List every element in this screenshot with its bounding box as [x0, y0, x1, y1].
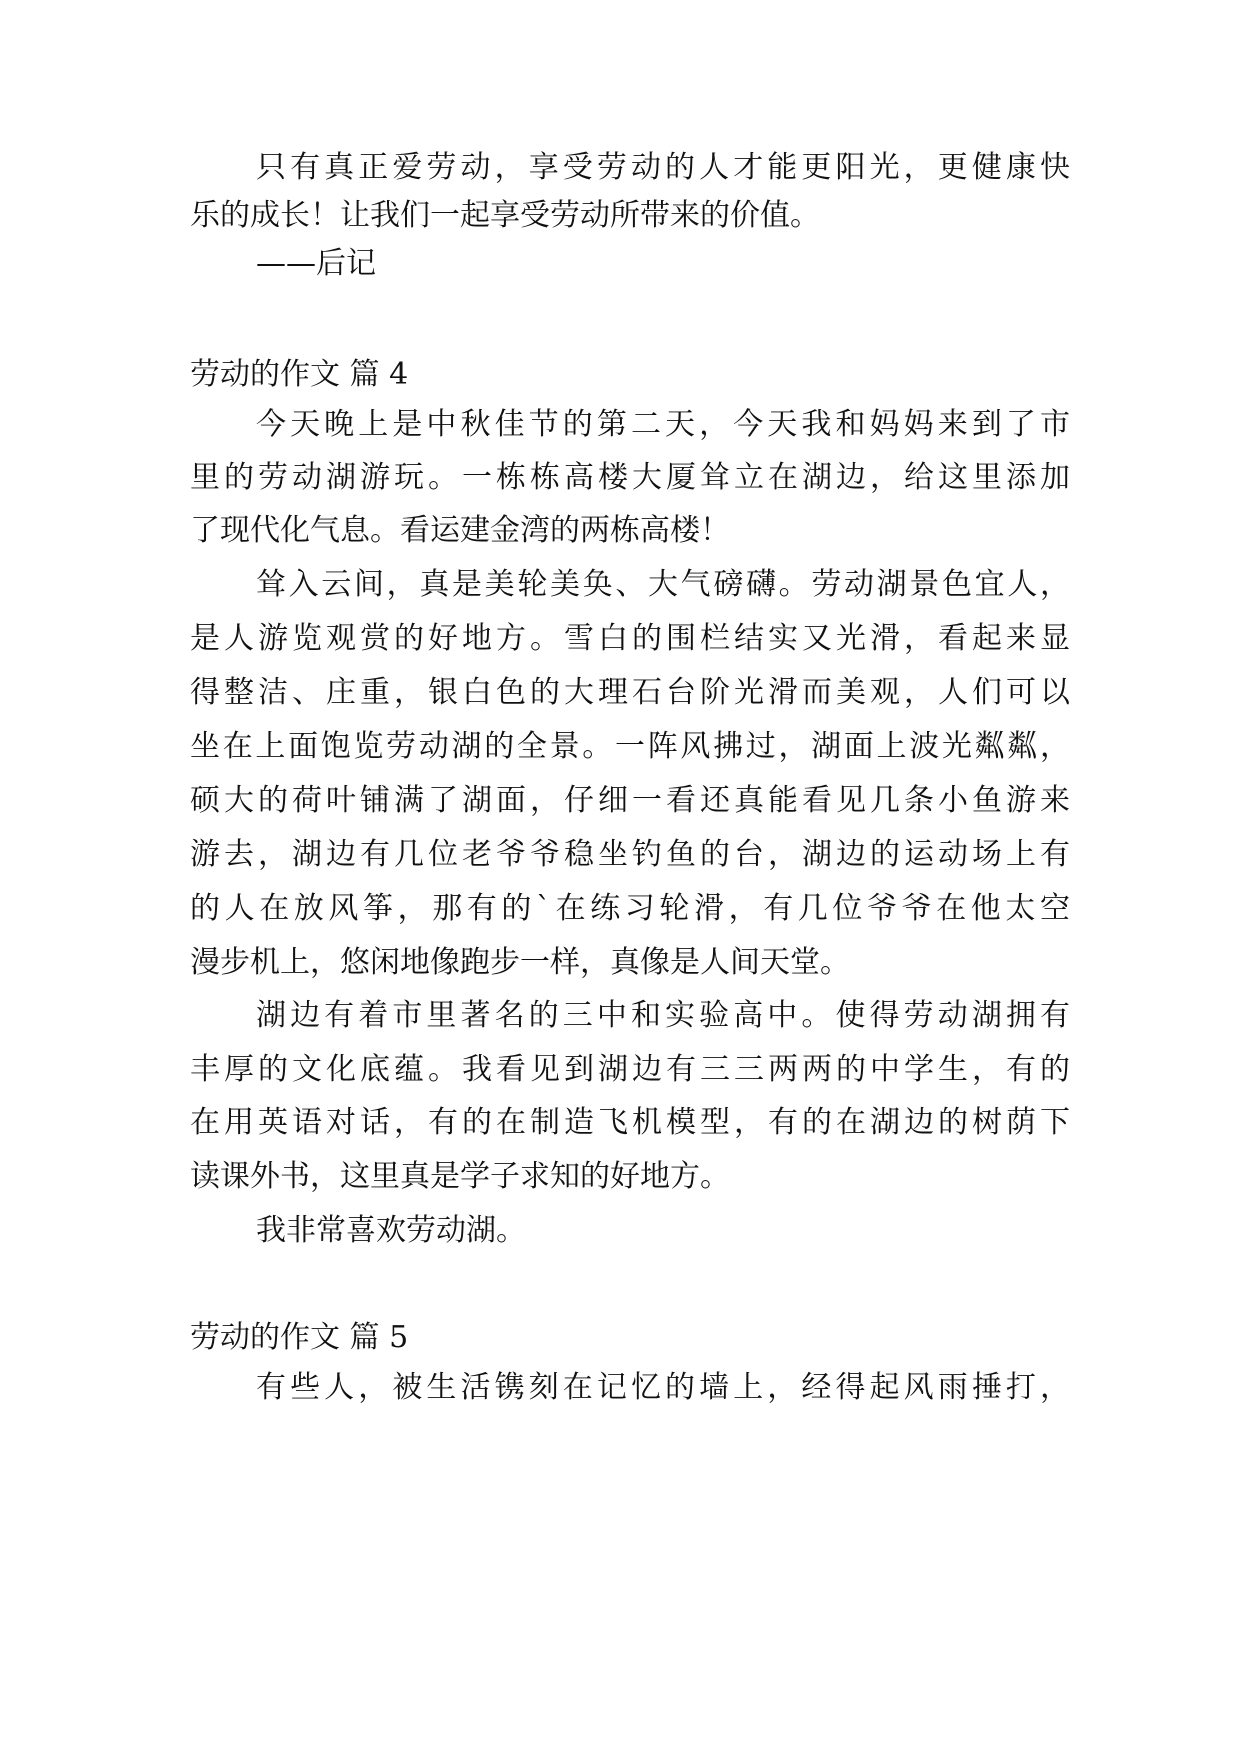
body-text-line: 坐在上面饱览劳动湖的全景。一阵风拂过，湖面上波光粼粼，: [190, 729, 1070, 764]
body-text-line: 读课外书，这里真是学子求知的好地方。: [190, 1159, 730, 1194]
body-text-line: 耸入云间，真是美轮美奂、大气磅礴。劳动湖景色宜人，: [256, 567, 1070, 602]
body-text-line: 湖边有着市里著名的三中和实验高中。使得劳动湖拥有: [256, 998, 1070, 1033]
body-text-line: 游去，湖边有几位老爷爷稳坐钓鱼的台，湖边的运动场上有: [190, 837, 1070, 872]
afterword-text: ——后记: [256, 246, 376, 281]
body-text-line: 只有真正爱劳动，享受劳动的人才能更阳光，更健康快: [256, 150, 1070, 185]
body-text-line: 得整洁、庄重，银白色的大理石台阶光滑而美观，人们可以: [190, 675, 1070, 710]
section-title: 劳动的作文 篇 5: [190, 1320, 409, 1355]
body-text-line: 有些人，被生活镌刻在记忆的墙上，经得起风雨捶打，: [256, 1370, 1070, 1405]
body-text-line: 我非常喜欢劳动湖。: [256, 1213, 526, 1248]
body-text-line: 在用英语对话，有的在制造飞机模型，有的在湖边的树荫下: [190, 1105, 1070, 1140]
body-text-line: 丰厚的文化底蕴。我看见到湖边有三三两两的中学生，有的: [190, 1052, 1070, 1087]
body-text-line: 了现代化气息。看运建金湾的两栋高楼！: [190, 513, 730, 548]
body-text-line: 里的劳动湖游玩。一栋栋高楼大厦耸立在湖边，给这里添加: [190, 460, 1070, 495]
body-text-line: 的人在放风筝，那有的`在练习轮滑，有几位爷爷在他太空: [190, 891, 1070, 926]
body-text-line: 漫步机上，悠闲地像跑步一样，真像是人间天堂。: [190, 945, 850, 980]
body-text-line: 今天晚上是中秋佳节的第二天，今天我和妈妈来到了市: [256, 407, 1070, 442]
body-text-line: 乐的成长！让我们一起享受劳动所带来的价值。: [190, 198, 820, 233]
body-text-line: 硕大的荷叶铺满了湖面，仔细一看还真能看见几条小鱼游来: [190, 783, 1070, 818]
body-text-line: 是人游览观赏的好地方。雪白的围栏结实又光滑，看起来显: [190, 621, 1070, 656]
section-title: 劳动的作文 篇 4: [190, 357, 409, 392]
